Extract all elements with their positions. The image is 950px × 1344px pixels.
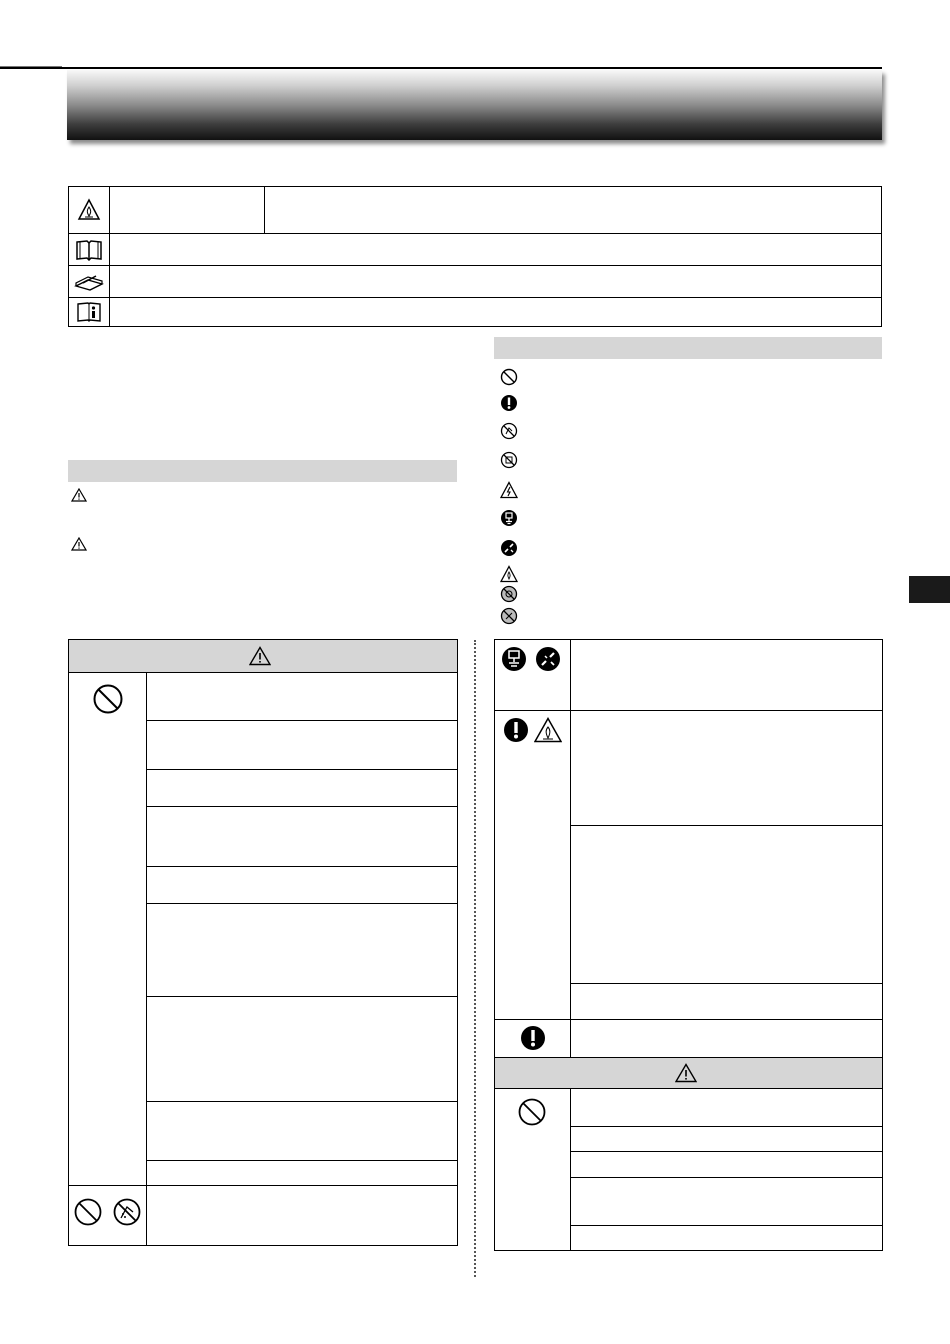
ground-icon	[500, 509, 518, 527]
row-divider	[571, 1225, 882, 1226]
left-section-header	[68, 460, 457, 482]
legend-item-no-disassemble	[500, 584, 880, 604]
row-divider	[147, 903, 457, 904]
warning-table	[68, 639, 458, 1246]
warning-triangle-icon	[249, 646, 271, 666]
mandatory-icon	[503, 717, 529, 748]
no-wet-hands-icon	[500, 422, 518, 440]
column-divider	[474, 640, 476, 1277]
caution-note-icon	[71, 537, 87, 556]
row-divider	[147, 1101, 457, 1102]
legend-item-no-wet-hands	[500, 421, 880, 441]
prohibited-icon	[92, 683, 124, 720]
unplug-icon	[535, 646, 561, 677]
row-divider	[147, 996, 457, 997]
row-divider	[147, 866, 457, 867]
row-divider	[571, 1177, 882, 1178]
no-wet-hands-icon	[112, 1197, 142, 1232]
row-divider	[571, 825, 882, 826]
legend-item-no-touch	[500, 606, 880, 626]
service-manual-icon	[69, 266, 110, 297]
symbol-row-divider	[264, 187, 265, 233]
mandatory-icon-cell	[495, 1020, 571, 1057]
row-divider	[147, 806, 457, 807]
legend-item-ground	[500, 508, 880, 528]
title-banner	[67, 70, 882, 140]
flammable-warning-icon	[534, 717, 562, 748]
flammable-warning-icon	[69, 187, 110, 233]
prohibited-icon	[517, 1097, 547, 1132]
symbol-row-flammable	[69, 187, 881, 233]
caution-table	[494, 639, 883, 1251]
legend-item-electric-shock	[500, 480, 880, 500]
symbol-row-manual	[69, 233, 881, 265]
caution-triangle-icon	[675, 1063, 697, 1083]
unplug-icon	[500, 539, 518, 557]
prohibited-icon	[500, 368, 518, 386]
legend-item-mandatory	[500, 393, 880, 413]
no-touch-icon	[500, 607, 518, 625]
ground-icon	[501, 646, 527, 677]
symbol-table	[68, 186, 882, 327]
flammable-warning-icon	[500, 565, 518, 583]
legend-item-prohibited	[500, 367, 880, 387]
mandatory-icon	[500, 394, 518, 412]
row-divider	[147, 769, 457, 770]
legend-item-unplug	[500, 538, 880, 558]
caution-table-header	[495, 1057, 882, 1089]
electric-shock-icon	[500, 481, 518, 499]
mandatory-icon	[520, 1025, 546, 1056]
ground-unplug-icon-cell	[495, 640, 571, 710]
symbol-legend-header	[494, 337, 882, 359]
chapter-tab	[909, 576, 950, 603]
prohibited-icon	[73, 1197, 103, 1232]
row-divider	[147, 720, 457, 721]
row-divider	[571, 1151, 882, 1152]
legend-item-flammable	[500, 564, 880, 584]
warning-table-header	[69, 640, 457, 673]
mandatory-flammable-icon-cell	[495, 711, 571, 1019]
warning-note-icon	[71, 488, 87, 507]
no-disassemble-icon	[500, 585, 518, 603]
warning-icon-column-bottom	[69, 1186, 147, 1245]
legend-item-no-water	[500, 450, 880, 470]
row-divider	[571, 983, 882, 984]
top-rule	[0, 67, 882, 69]
no-water-icon	[500, 451, 518, 469]
info-manual-icon	[69, 298, 110, 326]
warning-icon-column	[69, 673, 147, 1185]
symbol-row-info	[69, 297, 881, 326]
row-divider	[571, 1126, 882, 1127]
caution-icon-column	[495, 1089, 571, 1250]
manual-book-icon	[69, 234, 110, 265]
symbol-row-service	[69, 265, 881, 297]
row-divider	[147, 1160, 457, 1161]
